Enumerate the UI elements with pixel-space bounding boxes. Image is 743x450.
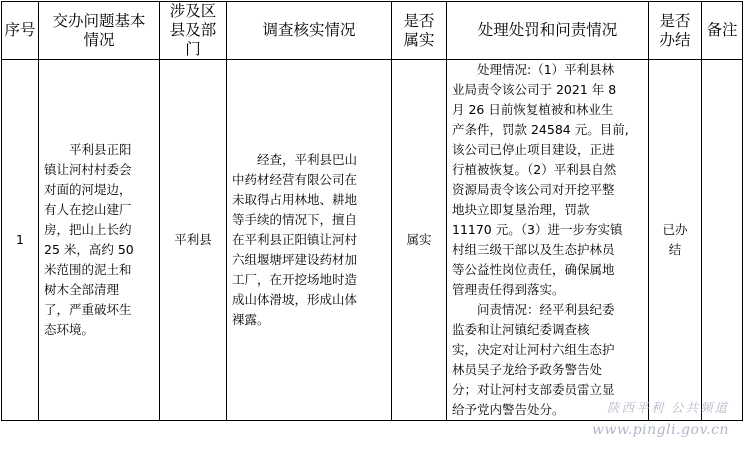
cell-completed: 已办 结: [649, 60, 702, 421]
cell-handling: 处理情况:（1）平利县林 业局责令该公司于 2021 年 8 月 26 日前恢复植被和林业生 产条件，罚款 24584 元。目前, 该公司已停止项目建设，正进 行植被恢复。（2）平利县自然 资源局责令该公司对开挖平整 地块立即复垦治理，罚款 11170 元。（3）进一步夯实镇 村组三级干部以及生态护林员 等公益性岗位责任，确保属地 管理责任得到落实。 问责情况：经平利县纪委 监委和让河镇纪委调查核 实，决定对让河村六组生态护 林员吴子龙给予政务警告处 分；对让河村支部委员雷立显 给予党内警告处分。: [447, 60, 649, 421]
header-investigation: 调查核实情况: [227, 2, 392, 60]
cell-index: 1: [2, 60, 39, 421]
cell-investigation: 经查，平利县巴山 中药材经营有限公司在 未取得占用林地、耕地 等手续的情况下，擅自 在平利县正阳镇让河村 六组堰塘坪建设药材加 工厂，在开挖场地时造 成山体滑坡，形成山体 裸露。: [227, 60, 392, 421]
watermark-site-name: 陕西平利 公共频道: [607, 400, 729, 415]
header-issue: 交办问题基本 情况: [39, 2, 160, 60]
cell-district: 平利县: [160, 60, 227, 421]
header-handling: 处理处罚和问责情况: [447, 2, 649, 60]
case-table: [1, 1, 743, 421]
header-row: [2, 2, 743, 60]
header-index: 序号: [2, 2, 39, 60]
header-verified: 是否 属实: [392, 2, 447, 60]
cell-verified: 属实: [392, 60, 447, 421]
watermark: [484, 400, 729, 441]
table-row: [2, 60, 743, 421]
cell-remark: [702, 60, 743, 421]
cell-issue: 平利县正阳 镇让河村村委会 对面的河堤边， 有人在挖山建厂 房，把山上长约 25 米，高约 50 米范围的泥土和 树木全部清理 了，严重破坏生 态环境。: [39, 60, 160, 421]
watermark-url: www.pingli.gov.cn: [591, 422, 729, 438]
header-district: 涉及区 县及部 门: [160, 2, 227, 60]
header-completed: 是否 办结: [649, 2, 702, 60]
header-remark: 备注: [702, 2, 743, 60]
